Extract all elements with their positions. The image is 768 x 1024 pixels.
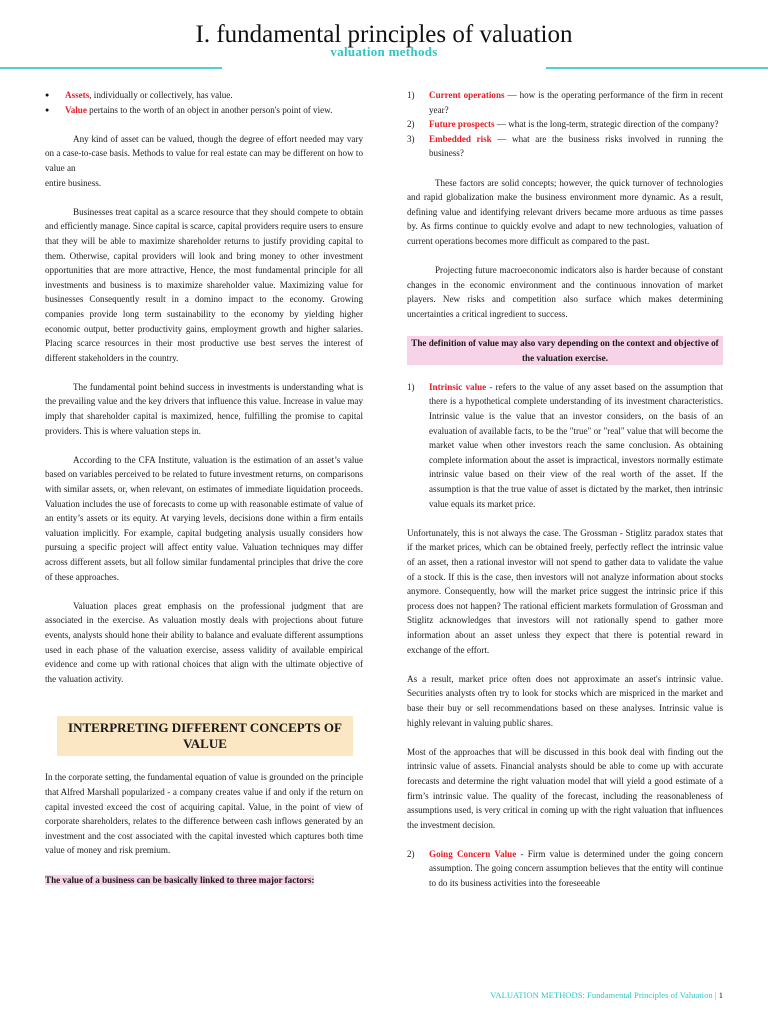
list-item <box>407 847 723 891</box>
paragraph: Unfortunately, this is not always the case. The Grossman - Stiglitz paradox states that if the market prices, which can be obtained freely, perfectly reflect the intrinsic value of an asset, then a rational investor will not spend to gather data to validate the value of a stock. If this is the case, then investors will not analyze information about stocks anymore. Consequently, how will the market price suggest the intrinsic price if this process does not happen? The rational efficient markets formulation of Grossman and Stiglitz acknowledges that investors will not rationally spend to gather more information about an asset unless they expect that there is potential reward in exchange of the effort. <box>407 527 723 655</box>
value-types-list <box>407 380 723 511</box>
paragraph: As a result, market price often does not approximate an asset's intrinsic value. Securities analysts often try to look for stocks which are mispriced in the market and base their buy or sell recommendations based on these analyses. Intrinsic value is highly relevant in valuing public shares. <box>407 673 723 728</box>
list-number: 1) <box>407 90 415 100</box>
bullet-text: , individually or collectively, has value. <box>89 90 233 100</box>
paragraph: These factors are solid concepts; however, the quick turnover of technologies and rapid globalization make the business environment more dynamic. As a result, defining value and identifying relevant drivers became more arduous as time passes by. As firms continue to quickly evolve and adapt to new technologies, valuation of current operations becomes more difficult as compared to the past. <box>407 177 723 246</box>
paragraph: Projecting future macroeconomic indicators also is harder because of constant changes in the economic environment and the continuous innovation of market players. New risks and competition also surface which makes determining uncertainties a critical ingredient to success. <box>407 265 723 319</box>
highlight-text: The value of a business can be basically linked to three major factors: <box>45 874 315 885</box>
footer-text: VALUATION METHODS: Fundamental Principles of Valuation | <box>490 990 717 1000</box>
value-factors-list <box>407 88 723 161</box>
page-number: 1 <box>718 990 723 1000</box>
bullet-item-assets <box>45 88 363 103</box>
paragraph: According to the CFA Institute, valuation is the estimation of an asset’s value based on variables perceived to be related to future investment returns, on comparisons with similar assets, or, when relevant, on estimates of immediate liquidation proceeds. Valuation includes the use of forecasts to come up with reasonable estimate of value of an entity’s assets or its equity. At varying levels, decisions done within a firm entails valuation implicitly. For example, capital budgeting analysis usually considers how pursuing a specific project will affect entity value. Valuation techniques may differ across different assets, but all follow similar fundamental principles that drive the core of these approaches. <box>45 454 363 582</box>
header-rule-left <box>0 67 222 69</box>
term-embedded-risk: Embedded risk <box>429 133 492 144</box>
term-assets: Assets <box>65 90 90 100</box>
header-rule-right <box>546 67 768 69</box>
term-intrinsic-value: Intrinsic value <box>429 381 487 392</box>
paragraph: Valuation places great emphasis on the professional judgment that are associated in the exercise. As valuation mostly deals with projections about future events, analysts should hone their ability to balance and evaluate different assumptions used in each phase of the valuation exercise, assess validity of available empirical evidence and come up with rational choices that align with the ultimate objective of the valuation activity. <box>45 600 363 684</box>
right-column <box>407 88 723 905</box>
term-future-prospects: Future prospects <box>429 119 495 130</box>
definition-highlight-box: The definition of value may also vary depending on the context and objective of the valuation exercise. <box>407 336 723 365</box>
list-item <box>407 88 723 117</box>
section-heading: INTERPRETING DIFFERENT CONCEPTS OF VALUE <box>57 716 353 756</box>
paragraph: In the corporate setting, the fundamental equation of value is grounded on the principle that Alfred Marshall popularized - a company creates value if and only if the return on capital invested exceed the cost of acquiring capital. Value, in the point of view of corporate shareholders, relates to the difference between cash inflows generated by an investment and the cost associated with the capital invested which captures both time value of money and risk premium. <box>45 772 363 856</box>
bullet-text: pertains to the worth of an object in another person's point of view. <box>86 104 333 115</box>
list-text: - Firm value is determined under the going concern assumption. The going concern assumption believes that the entity will continue to do its business activities into the foreseeable <box>429 848 723 889</box>
page-footer <box>0 990 723 1000</box>
list-number: 1) <box>407 381 415 392</box>
page-subtitle: valuation methods <box>330 44 438 59</box>
list-item <box>407 117 723 132</box>
list-number: 2) <box>407 119 415 130</box>
list-number: 3) <box>407 133 415 144</box>
highlight-line <box>45 873 363 888</box>
list-item <box>407 132 723 161</box>
term-going-concern-value: Going Concern Value <box>429 848 517 859</box>
paragraph-text: Any kind of asset can be valued, though the degree of effort needed may vary on a case-to-case basis. Methods to value for real estate can may be different on how to value an <box>45 133 363 173</box>
page-title: I. fundamental principles of valuation <box>195 21 573 48</box>
paragraph-text: entire business. <box>45 177 102 188</box>
list-text: — what are the business risks involved in running the business? <box>429 133 723 159</box>
paragraph: Most of the approaches that will be discussed in this book deal with finding out the intrinsic value of assets. Financial analysts should be able to come up with accurate forecasts and determine the right valuation model that will yield a good estimate of a firm’s intrinsic value. The quality of the forecast, including the reasonableness of assumptions used, is very critical in coming up with the right valuation that influences the investment decision. <box>407 746 723 830</box>
term-value: Value <box>65 104 87 115</box>
paragraph: Businesses treat capital as a scarce resource that they should compete to obtain and efficiently manage. Since capital is scarce, capital providers require users to ensure that they will be able to maximize shareholder returns to justify providing capital to them. Otherwise, capital providers will look and bring money to other investment opportunities that are more attractive, Hence, the most fundamental principle for all investments and business is to maximize shareholder value. Maximizing value for businesses Consequently result in a domino impact to the economy. Growing companies provide long term sustainability to the economy by yielding higher economic output, better productivity gains, employment growth and higher salaries. Placing scarce resources in their most productive use best serves the interest of different stakeholders in the country. <box>45 206 363 363</box>
term-current-operations: Current operations <box>429 90 505 100</box>
list-item <box>407 380 723 511</box>
list-number: 2) <box>407 848 415 859</box>
value-types-list-continued <box>407 847 723 891</box>
list-text: — what is the long-term, strategic direction of the company? <box>494 119 719 130</box>
list-text: — how is the operating performance of the firm in recent year? <box>429 90 723 115</box>
bullet-item-value <box>45 103 363 118</box>
definition-bullets <box>45 88 363 117</box>
paragraph <box>45 132 363 190</box>
left-column <box>45 88 363 902</box>
list-text: - refers to the value of any asset based on the assumption that there is a hypothetical complete understanding of its investment characteristics. Intrinsic value is the value that an investor considers, on the basis of an evaluation of available facts, to be the "true" or "real" value that will become the market value when other investors reach the same conclusion. As obtaining complete information about the asset is impractical, investors normally estimate intrinsic value based on their view of the real worth of the asset. If the assumption is that the true value of asset is dictated by the market, then intrinsic value equals its market price. <box>429 381 723 509</box>
paragraph: The fundamental point behind success in investments is understanding what is the prevailing value and the key drivers that influence this value. Increase in value may imply that shareholder capital is maximized, hence, fulfilling the promise to capital providers. This is where valuation steps in. <box>45 381 363 436</box>
